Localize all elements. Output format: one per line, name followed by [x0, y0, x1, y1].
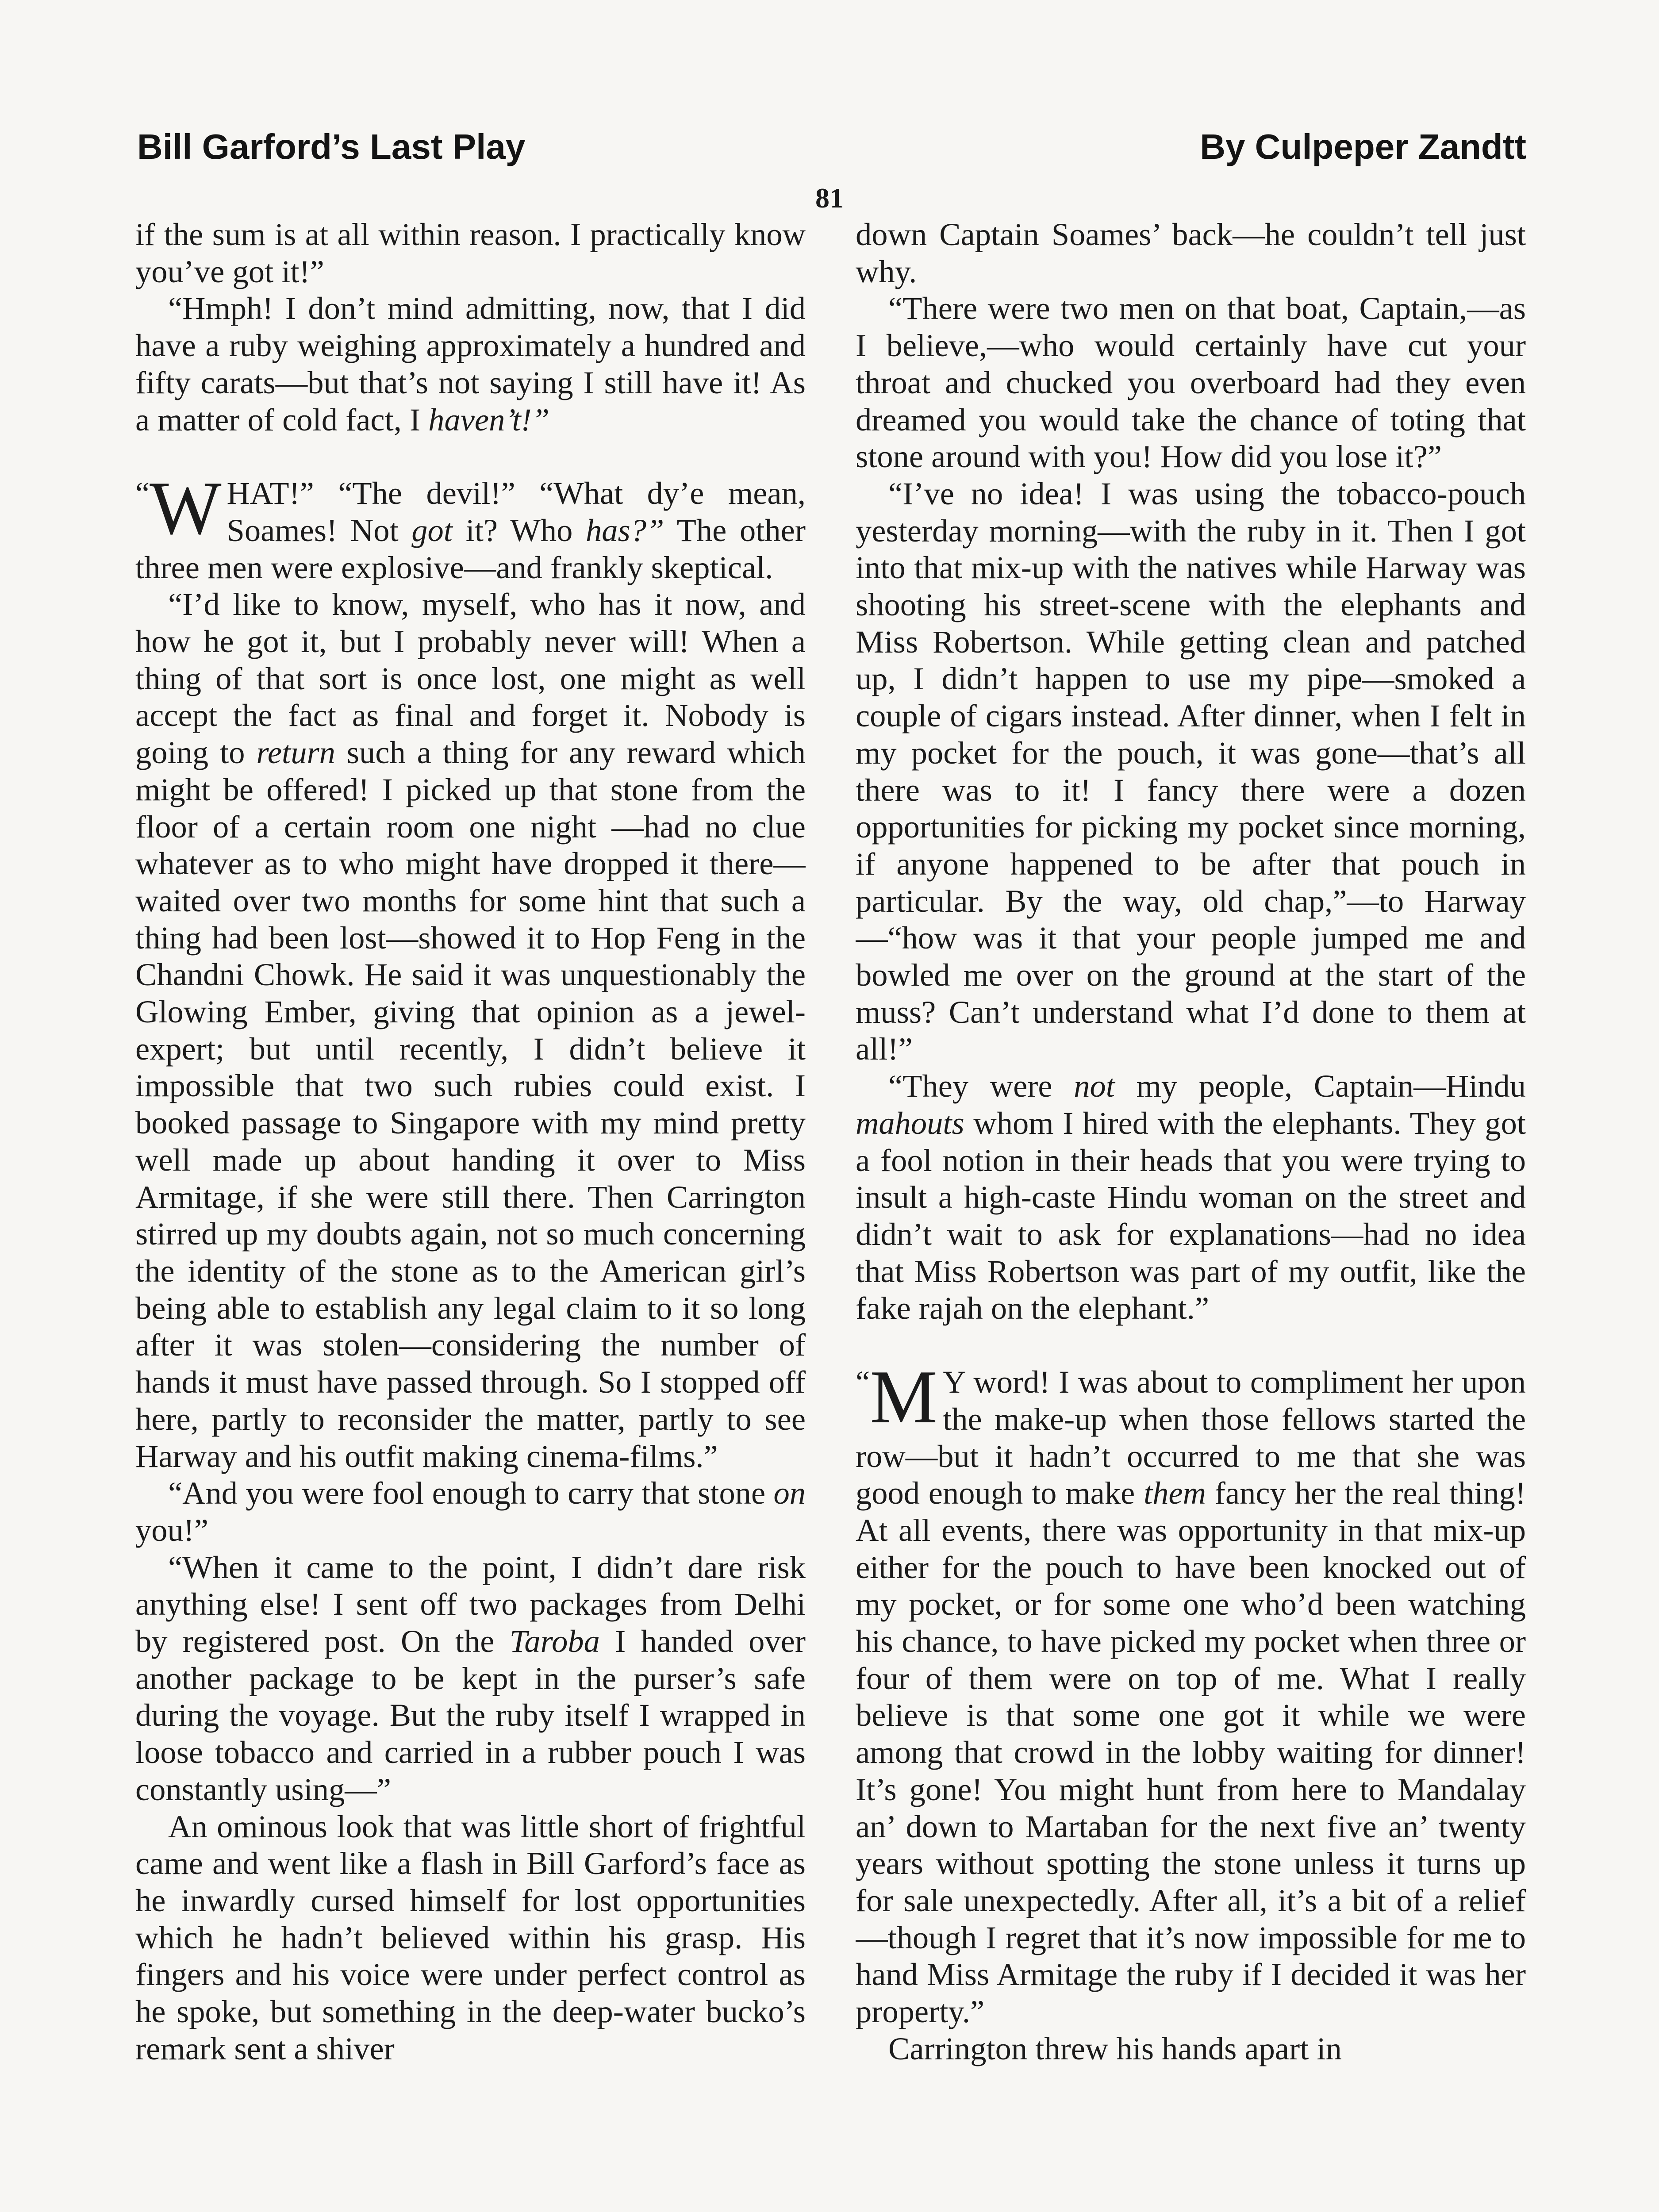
paragraph: “There were two men on that boat, Captain,—as I believe,—who would certainly have cut your throat and chucked you overboard had they even dreamed you would take the chance of toting that stone around with you! How did you lose it?” [856, 290, 1526, 475]
paragraph: if the sum is at all within reason. I practically know you’ve got it!” [135, 216, 806, 289]
drop-cap-letter: W [150, 466, 222, 551]
paragraph: “I’d like to know, myself, who has it now, and how he got it, but I probably never will! When a thing of that sort is once lost, one might as well accept the fact as final and forget it. Nobody is going to return such a thing for any reward which might be offered! I picked up that stone from the floor of a certain room one night —had no clue whatever as to who might have dropped it there—waited over two months for some hint that such a thing had been lost—showed it to Hop Feng in the Chandni Chowk. He said it was unquestionably the Glowing Ember, giving that opinion as a jewel-expert; but until recently, I didn’t believe it impossible that two such rubies could exist. I booked passage to Singapore with my mind pretty well made up about handing it over to Miss Armitage, if she were still there. Then Carrington stirred up my doubts again, not so much concerning the identity of the stone as to the American girl’s being able to establish any legal claim to it so long after it was stolen—considering the number of hands it must have passed through. So I stopped off here, partly to reconsider the matter, partly to see Harway and his outfit making cinema-films.” [135, 586, 806, 1474]
left-column [135, 216, 806, 2212]
paragraph: Carrington threw his hands apart in [888, 2030, 1342, 2066]
paragraph: “Hmph! I don’t mind admitting, now, that I did have a ruby weighing approximately a hundred and fifty carats—but that’s not saying I still have it! As a matter of cold fact, I haven’t!” [135, 290, 806, 438]
story-title: Bill Garford’s Last Play [137, 127, 526, 166]
page-number: 81 [815, 182, 844, 214]
opening-quote: “ [856, 1364, 870, 1400]
paragraph: “I’ve no idea! I was using the tobacco-pouch yesterday morning—with the ruby in it. Then I got into that mix-up with the natives while Harway was shooting his street-scene with the elephants and Miss Robertson. While getting clean and patched up, I didn’t happen to use my pipe—smoked a couple of cigars instead. After dinner, when I felt in my pocket for the pouch, it was gone—that’s all there was to it! I fancy there were a dozen opportunities for picking my pocket since morning, if anyone happened to be after that pouch in particular. By the way, old chap,”—to Harway—“how was it that your people jumped me and bowled me over on the ground at the start of the muss? Can’t understand what I’d done to them at all!” [856, 475, 1526, 1067]
dropcap-paragraph: “ M Y word! I was about to compliment her upon the make-up when those fellows started the row—but it hadn’t occurred to me that she was good enough to make them fancy her the real thing! At all events, there was opportunity in that mix-up either for the pouch to have been knocked out of my pocket, or for some one who’d been watching his chance, to have picked my pocket when three or four of them were on top of me. What I really believe is that some one got it while we were among that crowd in the lobby waiting for dinner! It’s gone! You might hunt from here to Mandalay an’ down to Martaban for the next five an’ twenty years without spotting the stone unless it turns up for sale unexpectedly. After all, it’s a bit of a relief—though I regret that it’s now impossible for me to hand Miss Armitage the ruby if I decided it was her property.” [856, 1355, 1526, 2030]
drop-cap-letter: M [870, 1355, 938, 1440]
page-header [137, 120, 1526, 173]
paragraph: “When it came to the point, I didn’t dare risk anything else! I sent off two packages from Delhi by registered post. On the Taroba I handed over another package to be kept in the purser’s safe during the voyage. But the ruby itself I wrapped in loose tobacco and carried in a rubber pouch I was constantly using—” [135, 1549, 806, 1807]
dropcap-paragraph: “ W HAT!” “The devil!” “What dy’e mean, Soames! Not got it? Who has?” The other three men were explosive—and frankly skeptical. [135, 466, 806, 585]
opening-quote: “ [135, 475, 150, 511]
paragraph: “And you were fool enough to carry that stone on you!” [135, 1475, 806, 1548]
story-byline: By Culpeper Zandtt [1200, 127, 1526, 166]
right-column [856, 216, 1526, 2212]
paragraph: An ominous look that was little short of frightful came and went like a flash in Bill Garford’s face as he inwardly cursed himself for lost opportunities which he hadn’t believed within his grasp. His fingers and his voice were under perfect control as he spoke, but something in the deep-water bucko’s remark sent a shiver [135, 1808, 806, 2066]
paragraph: “They were not my people, Captain—Hindu mahouts whom I hired with the elephants. They got a fool notion in their heads that you were trying to insult a high-caste Hindu woman on the street and didn’t wait to ask for explanations—had no idea that Miss Robertson was part of my outfit, like the fake rajah on the elephant.” [856, 1068, 1526, 1326]
paragraph: down Captain Soames’ back—he couldn’t tell just why. [856, 216, 1526, 289]
